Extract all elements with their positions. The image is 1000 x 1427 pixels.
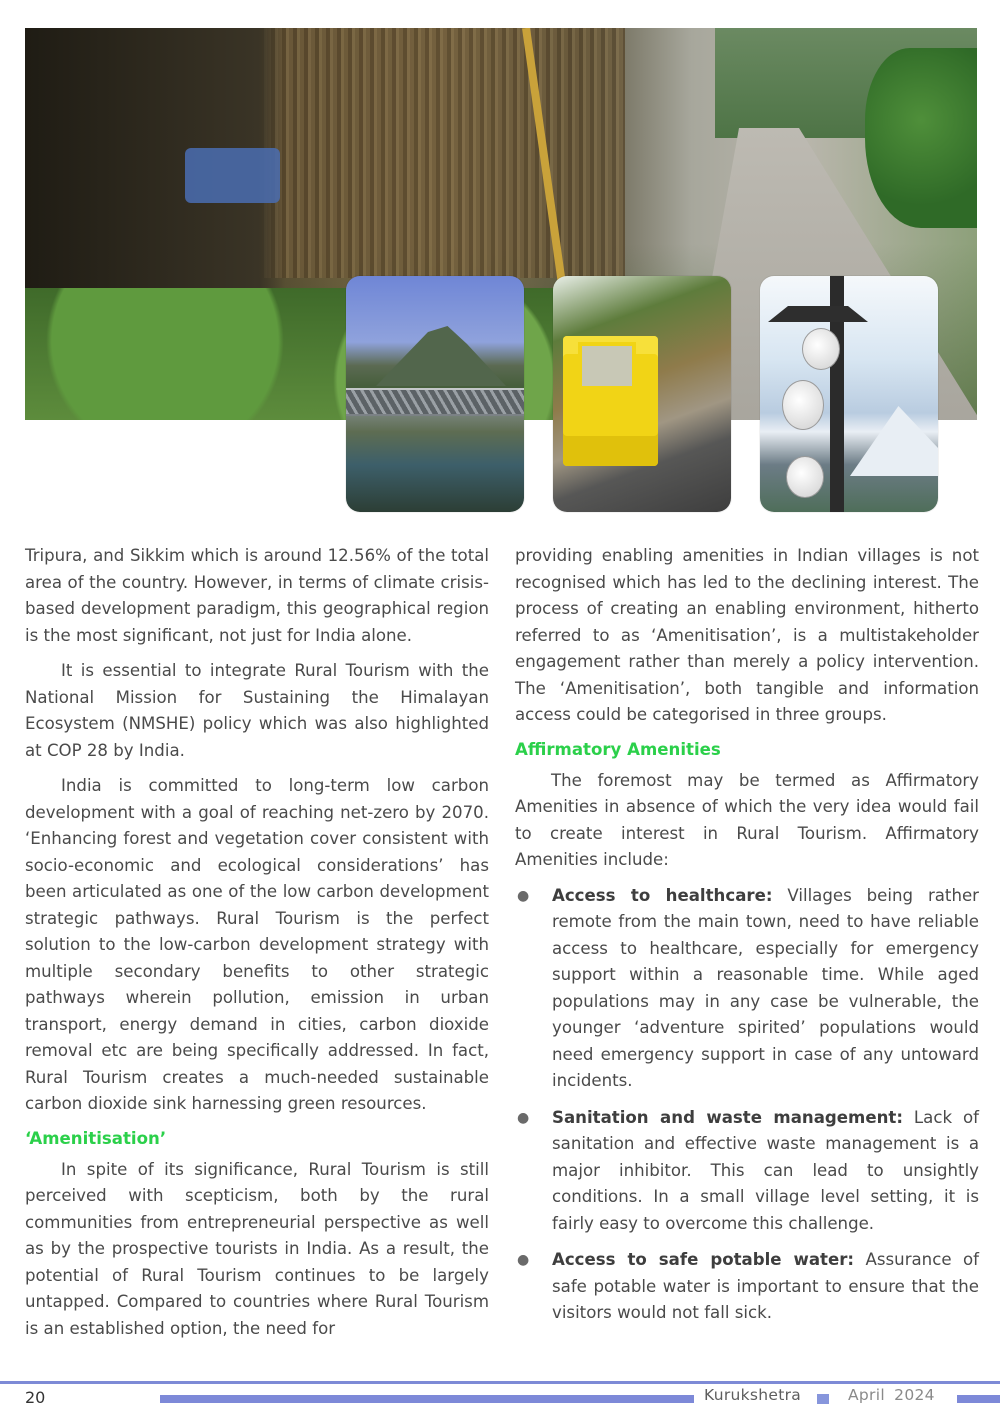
inset-photo-telecom-tower bbox=[760, 276, 938, 512]
bullet-icon: ● bbox=[517, 1109, 530, 1126]
magazine-name: Kurukshetra bbox=[704, 1386, 802, 1404]
paragraph: It is essential to integrate Rural Tourism with the National Mission for Sustaining the Himalayan Ecosystem (NMSHE) policy which was also highlighted at COP 28 by India. bbox=[25, 661, 489, 760]
bullet-icon: ● bbox=[517, 887, 530, 904]
list-item-text: Assurance of safe potable water is important to ensure that the visitors would not fall sick. bbox=[552, 1250, 979, 1322]
inset-photo-road-roller bbox=[553, 276, 731, 512]
antenna-dish-shape bbox=[782, 380, 824, 430]
paragraph: Tripura, and Sikkim which is around 12.56% of the total area of the country. However, in terms of climate crisis-based development paradigm, this geographical region is the most significant, not just for India alone. bbox=[25, 546, 489, 645]
list-item bbox=[515, 1247, 979, 1327]
antenna-dish-shape bbox=[786, 456, 824, 498]
paragraph: India is committed to long-term low carbon development with a goal of reaching net-zero by 2070. ‘Enhancing forest and vegetation cover consistent with socio-economic and ecological considerations’ has been articulated as one of the low carbon development strategic pathways. Rural Tourism is the perfect solution to the low-carbon development strategy with multiple secondary benefits to other strategic pathways wherein pollution, emission in urban transport, energy demand in cities, carbon dioxide removal etc are being specifically addressed. In fact, Rural Tourism creates a much-needed sustainable carbon dioxide sink harnessing green resources. bbox=[25, 776, 489, 1113]
footer-bar-decoration bbox=[957, 1395, 1000, 1403]
page-number: 20 bbox=[25, 1388, 46, 1407]
footer-rule bbox=[0, 1381, 1000, 1384]
section-heading-affirmatory-amenities: Affirmatory Amenities bbox=[515, 739, 721, 759]
section-heading-amenitisation: ‘Amenitisation’ bbox=[25, 1128, 167, 1148]
snow-peak-shape bbox=[850, 406, 938, 476]
list-item-title: Sanitation and waste management: bbox=[552, 1107, 903, 1127]
list-item bbox=[515, 883, 979, 1095]
footer-square-icon bbox=[817, 1394, 829, 1404]
trees-shape bbox=[865, 48, 977, 228]
blue-tarp-shape bbox=[185, 148, 280, 203]
bullet-icon: ● bbox=[517, 1252, 530, 1268]
issue-date: April 2024 bbox=[848, 1386, 935, 1404]
tower-platform-shape bbox=[768, 306, 868, 322]
mountain-shape bbox=[376, 326, 506, 386]
bridge-shape bbox=[346, 388, 524, 416]
list-item-text: Lack of sanitation and effective waste management is a major inhibitor. This can lead to unsightly conditions. In a small village level setting, it is fairly easy to overcome this challenge. bbox=[552, 1107, 979, 1233]
footer-bar-decoration bbox=[160, 1395, 694, 1403]
right-column bbox=[515, 543, 979, 1337]
photo-collage bbox=[0, 0, 1000, 520]
list-item-text: Villages being rather remote from the main town, need to have reliable access to healthcare, especially for emergency support within a reasonable time. While aged populations may in any case be vulnerable, the younger ‘adventure spirited’ populations would need emergency support in case of any untoward incidents. bbox=[552, 885, 979, 1090]
list-item-title: Access to safe potable water: bbox=[552, 1250, 855, 1269]
list-item-title: Access to healthcare: bbox=[552, 885, 773, 905]
roller-cab-shape bbox=[578, 342, 636, 390]
inset-photo-bridge bbox=[346, 276, 524, 512]
list-item bbox=[515, 1105, 979, 1238]
paragraph: providing enabling amenities in Indian villages is not recognised which has led to the declining interest. The process of creating an enabling environment, hitherto referred to as ‘Amenitisation’, is a multistakeholder engagement rather than merely a policy intervention. The ‘Amenitisation’, both tangible and information access could be categorised in three groups. bbox=[515, 546, 979, 724]
antenna-dish-shape bbox=[802, 328, 840, 370]
left-column bbox=[25, 543, 489, 1351]
paragraph: In spite of its significance, Rural Tourism is still perceived with scepticism, both by the rural communities from entrepreneurial perspective as well as by the prospective tourists in India. As a result, the potential of Rural Tourism continues to be largely untapped. Compared to countries where Rural Tourism is an established option, the need for bbox=[25, 1159, 489, 1338]
paragraph: The foremost may be termed as Affirmatory Amenities in absence of which the very idea would fail to create interest in Rural Tourism. Affirmatory Amenities include: bbox=[515, 770, 979, 869]
amenities-list bbox=[515, 883, 979, 1327]
